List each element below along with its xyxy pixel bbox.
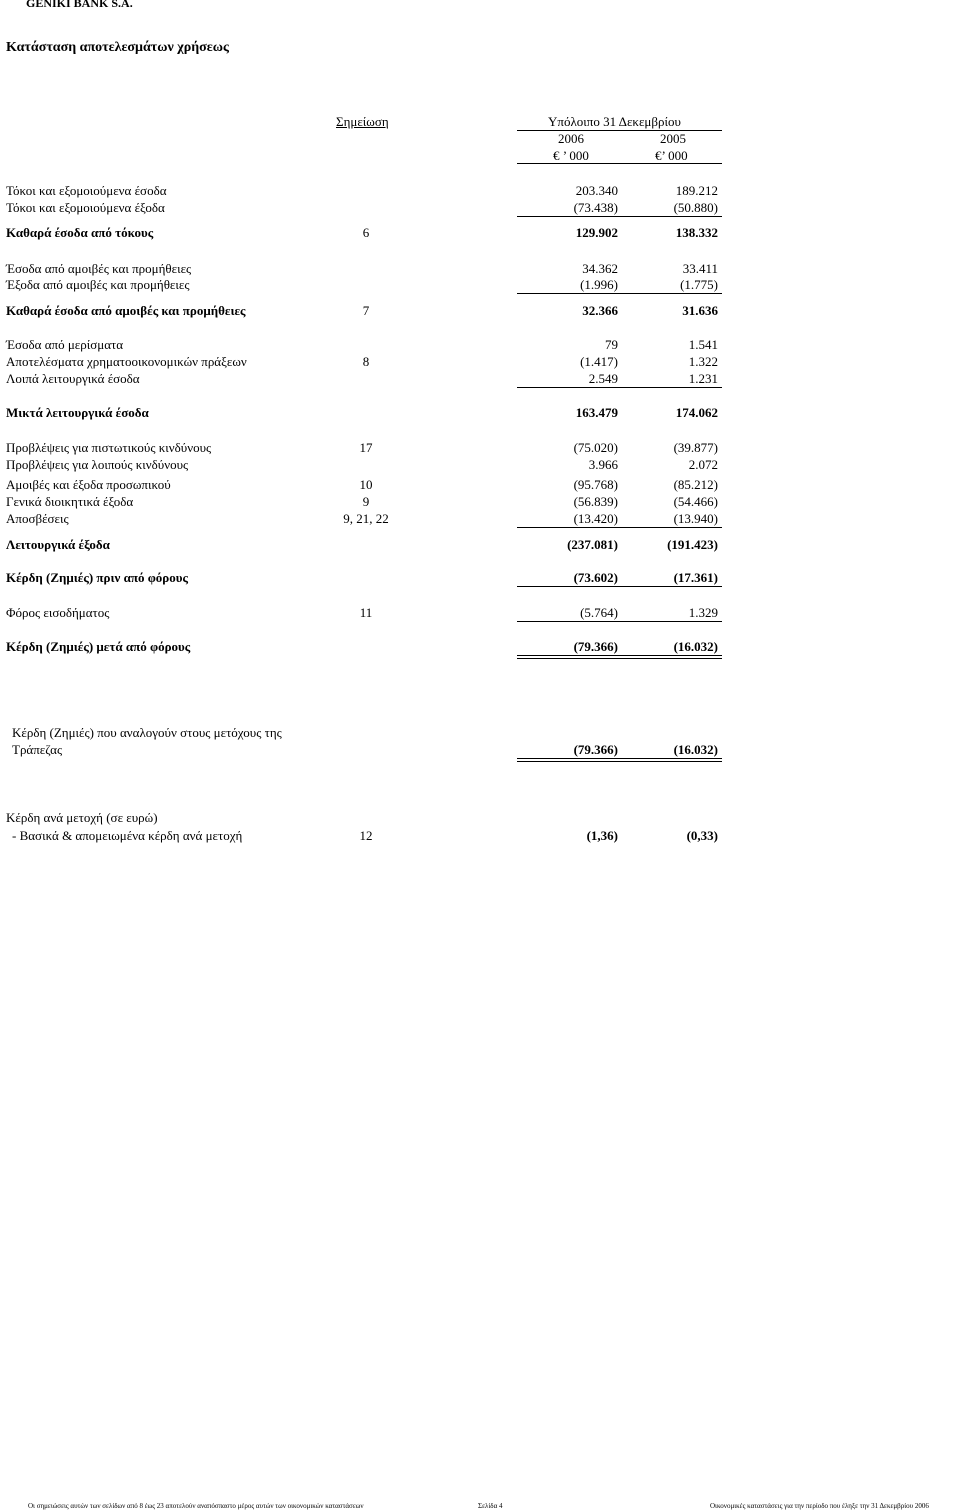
header-underline [517,130,722,131]
row-note: 10 [359,477,373,492]
row-value-2005: (39.877) [673,440,718,455]
row-value-2005: 1.231 [688,371,718,386]
row-value-2006: (1.996) [580,277,618,292]
row-label: Έξοδα από αμοιβές και προμήθειες [6,277,190,292]
row-label: Αποτελέσματα χρηματοοικονομικών πράξεων [6,354,247,369]
unit-2005-header: €’ 000 [655,148,688,163]
row-label: Φόρος εισοδήματος [6,605,110,620]
row-value-2006: 79 [605,337,618,352]
subtotal-rule [517,293,722,294]
row-note: 9, 21, 22 [343,511,389,526]
row-value-2005: (17.361) [673,570,718,585]
subtotal-rule [517,621,722,622]
row-value-2006: (79.366) [573,639,618,654]
row-value-2006: (237.081) [567,537,618,552]
row-value-2005: 1.541 [688,337,718,352]
row-value-2006: (73.602) [573,570,618,585]
attributable-label-line1: Κέρδη (Ζημιές) που αναλογούν στους μετόχους της [12,725,282,740]
row-label: Λειτουργικά έξοδα [6,537,110,552]
total-double-rule [517,758,722,762]
note-column-header: Σημείωση [336,114,389,129]
subtotal-rule [517,216,722,217]
year-2005-header: 2005 [660,131,686,146]
row-value-2006: (56.839) [573,494,618,509]
row-value-2006: (5.764) [580,605,618,620]
row-value-2005: (191.423) [667,537,718,552]
row-value-2005: 31.636 [682,303,718,318]
row-value-2005: 189.212 [675,183,718,198]
row-label: Λοιπά λειτουργικά έσοδα [6,371,140,386]
row-value-2006: 34.362 [582,261,618,276]
row-value-2006: (73.438) [573,200,618,215]
row-value-2005: 138.332 [675,225,718,240]
row-value-2006: 163.479 [575,405,618,420]
row-value-2005: (1.775) [680,277,718,292]
row-value-2005: (50.880) [673,200,718,215]
row-value-2005: (85.212) [673,477,718,492]
row-value-2005: (16.032) [673,639,718,654]
row-value-2005: (54.466) [673,494,718,509]
row-note: 8 [362,354,370,369]
eps-heading: Κέρδη ανά μετοχή (σε ευρώ) [6,810,158,825]
row-value-2006: (1.417) [580,354,618,369]
eps-value-2005: (0,33) [686,828,718,843]
statement-title: Κατάσταση αποτελεσμάτων χρήσεως [6,40,229,55]
row-value-2006: (95.768) [573,477,618,492]
footer-statement-period: Οικονομικές καταστάσεις για την περίοδο που έληξε την 31 Δεκεμβρίου 2006 [710,1502,929,1510]
row-label: Μικτά λειτουργικά έσοδα [6,405,149,420]
balance-column-header: Υπόλοιπο 31 Δεκεμβρίου [548,114,681,129]
row-label: Καθαρά έσοδα από τόκους [6,225,154,240]
row-value-2006: 129.902 [575,225,618,240]
row-value-2005: (13.940) [673,511,718,526]
row-label: Αποσβέσεις [6,511,69,526]
row-value-2006: 32.366 [582,303,618,318]
attributable-value-2005: (16.032) [673,742,718,757]
row-note: 6 [362,225,370,240]
row-value-2006: 2.549 [588,371,618,386]
bank-name: GENIKI BANK S.A. [26,0,133,10]
row-value-2005: 2.072 [688,457,718,472]
row-value-2006: (13.420) [573,511,618,526]
row-value-2005: 33.411 [682,261,718,276]
row-label: Κέρδη (Ζημιές) μετά από φόρους [6,639,191,654]
attributable-label-line2: Τράπεζας [12,742,63,757]
row-label: Γενικά διοικητικά έξοδα [6,494,134,509]
eps-note: 12 [359,828,373,843]
subtotal-rule [517,586,722,587]
row-label: Προβλέψεις για λοιπούς κινδύνους [6,457,189,472]
unit-2006-header: € ’ 000 [553,148,589,163]
row-label: Έσοδα από αμοιβές και προμήθειες [6,261,192,276]
row-value-2006: 3.966 [588,457,618,472]
row-value-2005: 174.062 [675,405,718,420]
row-value-2006: 203.340 [575,183,618,198]
row-note: 9 [362,494,370,509]
row-label: Τόκοι και εξομοιούμενα έσοδα [6,183,167,198]
attributable-value-2006: (79.366) [573,742,618,757]
eps-label: - Βασικά & απομειωμένα κέρδη ανά μετοχή [12,828,243,843]
subtotal-rule [517,527,722,528]
footer-notes-text: Οι σημειώσεις αυτών των σελίδων από 8 έως 23 αποτελούν αναπόσπαστο μέρος αυτών των οικονομικών καταστάσεων [28,1502,364,1510]
subtotal-rule [517,387,722,388]
row-value-2006: (75.020) [573,440,618,455]
footer-page-number: Σελίδα 4 [478,1502,503,1510]
row-label: Έσοδα από μερίσματα [6,337,124,352]
header-bottom-rule [517,163,722,164]
row-note: 17 [359,440,373,455]
row-label: Τόκοι και εξομοιούμενα έξοδα [6,200,165,215]
row-label: Αμοιβές και έξοδα προσωπικού [6,477,171,492]
row-value-2005: 1.322 [688,354,718,369]
year-2006-header: 2006 [558,131,584,146]
row-label: Προβλέψεις για πιστωτικούς κινδύνους [6,440,212,455]
row-note: 7 [362,303,370,318]
total-double-rule [517,655,722,659]
row-label: Καθαρά έσοδα από αμοιβές και προμήθειες [6,303,246,318]
row-note: 11 [359,605,373,620]
eps-value-2006: (1,36) [586,828,618,843]
row-value-2005: 1.329 [688,605,718,620]
row-label: Κέρδη (Ζημιές) πριν από φόρους [6,570,188,585]
